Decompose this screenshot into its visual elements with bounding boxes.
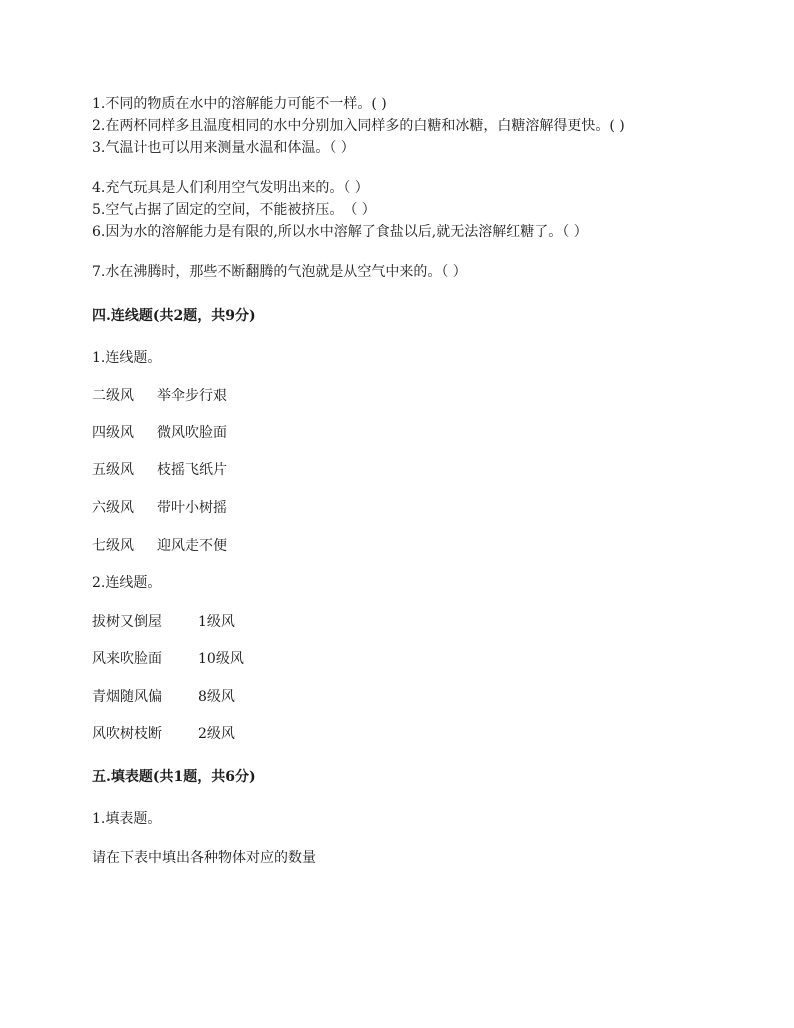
match-right-item: 枝摇飞纸片 [157,462,227,478]
match-left-item: 七级风 [92,538,134,554]
match-right-item: 1级风 [198,614,235,630]
match-left-item: 二级风 [92,388,134,404]
section-heading-4: 四.连线题(共2题，共9分) [92,308,256,324]
match-right-item: 迎风走不便 [157,538,227,554]
match-left-item: 六级风 [92,500,134,516]
judgment-item-5: 5.空气占据了固定的空间，不能被挤压。 （ ） [92,202,376,218]
match-left-item: 拔树又倒屋 [92,614,162,630]
judgment-item-7: 7.水在沸腾时，那些不断翻腾的气泡就是从空气中来的。（ ） [92,264,467,280]
match-right-item: 2级风 [198,726,235,742]
match-right-item: 8级风 [198,689,235,705]
match-left-item: 五级风 [92,462,134,478]
match-right-item: 举伞步行艰 [157,388,227,404]
question-title: 2.连线题。 [92,575,162,591]
match-right-item: 带叶小树摇 [157,500,227,516]
judgment-item-3: 3.气温计也可以用来测量水温和体温。（ ） [92,140,355,156]
match-left-item: 风吹树枝断 [92,726,162,742]
match-left-item: 四级风 [92,425,134,441]
judgment-item-6: 6.因为水的溶解能力是有限的,所以水中溶解了食盐以后,就无法溶解红糖了。（ ） [92,224,588,240]
table-instruction: 请在下表中填出各种物体对应的数量 [92,850,316,866]
question-title: 1.填表题。 [92,811,162,827]
judgment-item-4: 4.充气玩具是人们利用空气发明出来的。（ ） [92,180,369,196]
match-right-item: 10级风 [198,651,244,667]
judgment-item-1: 1.不同的物质在水中的溶解能力可能不一样。( ) [92,96,387,112]
question-title: 1.连线题。 [92,350,162,366]
match-left-item: 风来吹脸面 [92,651,162,667]
match-left-item: 青烟随风偏 [92,689,162,705]
section-heading-5: 五.填表题(共1题，共6分) [92,769,256,785]
match-right-item: 微风吹脸面 [157,425,227,441]
judgment-item-2: 2.在两杯同样多且温度相同的水中分别加入同样多的白糖和冰糖，白糖溶解得更快。( ) [92,118,625,134]
